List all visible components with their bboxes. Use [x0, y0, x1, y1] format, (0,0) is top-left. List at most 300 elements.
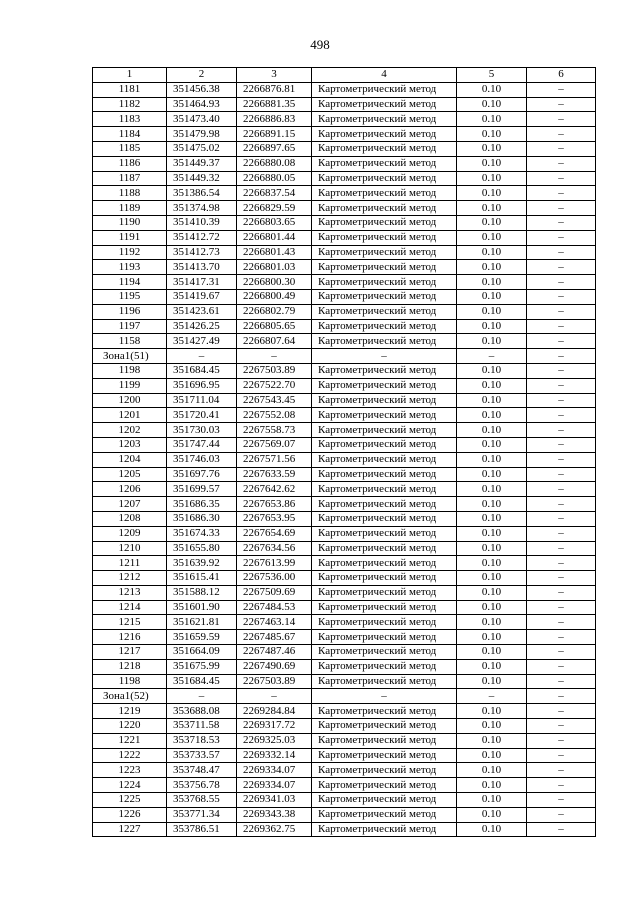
x-coordinate-cell: 351655.80	[167, 541, 237, 556]
point-number-cell: 1198	[93, 674, 167, 689]
point-number-cell: 1190	[93, 215, 167, 230]
accuracy-cell: 0.10	[457, 452, 527, 467]
method-cell: Картометрический метод	[312, 363, 457, 378]
point-number-cell: 1187	[93, 171, 167, 186]
point-number-cell: 1197	[93, 319, 167, 334]
method-cell: Картометрический метод	[312, 423, 457, 438]
accuracy-cell: 0.10	[457, 733, 527, 748]
point-number-cell: 1208	[93, 511, 167, 526]
method-cell: Картометрический метод	[312, 615, 457, 630]
table-row	[93, 511, 596, 526]
method-cell: Картометрический метод	[312, 378, 457, 393]
point-number-cell: 1184	[93, 127, 167, 142]
method-cell: Картометрический метод	[312, 526, 457, 541]
method-cell: Картометрический метод	[312, 127, 457, 142]
point-number-cell: 1218	[93, 659, 167, 674]
point-number-cell: 1203	[93, 437, 167, 452]
remark-cell: –	[527, 615, 596, 630]
method-cell: Картометрический метод	[312, 171, 457, 186]
method-cell: Картометрический метод	[312, 186, 457, 201]
y-coordinate-cell: 2266897.65	[237, 141, 312, 156]
y-coordinate-cell: –	[237, 689, 312, 704]
accuracy-cell: 0.10	[457, 571, 527, 586]
x-coordinate-cell: 351410.39	[167, 215, 237, 230]
remark-cell: –	[527, 408, 596, 423]
x-coordinate-cell: 351639.92	[167, 556, 237, 571]
accuracy-cell: 0.10	[457, 393, 527, 408]
point-number-cell: 1209	[93, 526, 167, 541]
point-number-cell: 1181	[93, 82, 167, 97]
table-row	[93, 571, 596, 586]
remark-cell: –	[527, 763, 596, 778]
y-coordinate-cell: 2269343.38	[237, 807, 312, 822]
y-coordinate-cell: 2267490.69	[237, 659, 312, 674]
x-coordinate-cell: 351684.45	[167, 363, 237, 378]
method-cell: Картометрический метод	[312, 97, 457, 112]
method-cell: Картометрический метод	[312, 437, 457, 452]
method-cell: Картометрический метод	[312, 156, 457, 171]
point-number-cell: 1191	[93, 230, 167, 245]
x-coordinate-cell: 351686.30	[167, 511, 237, 526]
y-coordinate-cell: 2267503.89	[237, 674, 312, 689]
method-cell: Картометрический метод	[312, 630, 457, 645]
x-coordinate-cell: 351720.41	[167, 408, 237, 423]
x-coordinate-cell: 351423.61	[167, 304, 237, 319]
method-cell: Картометрический метод	[312, 748, 457, 763]
page-number: 498	[310, 37, 330, 52]
y-coordinate-cell: 2267634.56	[237, 541, 312, 556]
y-coordinate-cell: 2269334.07	[237, 778, 312, 793]
accuracy-cell: 0.10	[457, 748, 527, 763]
x-coordinate-cell: 353733.57	[167, 748, 237, 763]
column-header: 2	[167, 68, 237, 83]
table-row	[93, 793, 596, 808]
table-row	[93, 334, 596, 349]
x-coordinate-cell: 351475.02	[167, 141, 237, 156]
accuracy-cell: 0.10	[457, 186, 527, 201]
x-coordinate-cell: 353718.53	[167, 733, 237, 748]
y-coordinate-cell: –	[237, 349, 312, 364]
y-coordinate-cell: 2267522.70	[237, 378, 312, 393]
remark-cell: –	[527, 541, 596, 556]
accuracy-cell: 0.10	[457, 230, 527, 245]
y-coordinate-cell: 2269332.14	[237, 748, 312, 763]
y-coordinate-cell: 2266800.30	[237, 275, 312, 290]
remark-cell: –	[527, 793, 596, 808]
y-coordinate-cell: 2267485.67	[237, 630, 312, 645]
accuracy-cell: 0.10	[457, 437, 527, 452]
point-number-cell: 1215	[93, 615, 167, 630]
method-cell: Картометрический метод	[312, 82, 457, 97]
remark-cell: –	[527, 719, 596, 734]
table-row	[93, 275, 596, 290]
y-coordinate-cell: 2267463.14	[237, 615, 312, 630]
x-coordinate-cell: 351449.37	[167, 156, 237, 171]
remark-cell: –	[527, 674, 596, 689]
table-row	[93, 822, 596, 837]
remark-cell: –	[527, 482, 596, 497]
table-row	[93, 704, 596, 719]
method-cell: –	[312, 689, 457, 704]
table-row	[93, 186, 596, 201]
x-coordinate-cell: 351588.12	[167, 585, 237, 600]
accuracy-cell: 0.10	[457, 201, 527, 216]
method-cell: Картометрический метод	[312, 719, 457, 734]
accuracy-cell: 0.10	[457, 556, 527, 571]
accuracy-cell: 0.10	[457, 141, 527, 156]
accuracy-cell: 0.10	[457, 807, 527, 822]
y-coordinate-cell: 2267653.86	[237, 497, 312, 512]
method-cell: Картометрический метод	[312, 674, 457, 689]
x-coordinate-cell: 351659.59	[167, 630, 237, 645]
table-row	[93, 393, 596, 408]
x-coordinate-cell: 353748.47	[167, 763, 237, 778]
method-cell: Картометрический метод	[312, 289, 457, 304]
x-coordinate-cell: 351684.45	[167, 674, 237, 689]
method-cell: Картометрический метод	[312, 260, 457, 275]
accuracy-cell: 0.10	[457, 674, 527, 689]
point-number-cell: 1198	[93, 363, 167, 378]
remark-cell: –	[527, 807, 596, 822]
point-number-cell: 1193	[93, 260, 167, 275]
method-cell: Картометрический метод	[312, 497, 457, 512]
point-number-cell: 1195	[93, 289, 167, 304]
column-header: 3	[237, 68, 312, 83]
y-coordinate-cell: 2269334.07	[237, 763, 312, 778]
point-number-cell: 1212	[93, 571, 167, 586]
point-number-cell: 1204	[93, 452, 167, 467]
accuracy-cell: 0.10	[457, 260, 527, 275]
accuracy-cell: 0.10	[457, 363, 527, 378]
point-number-cell: 1202	[93, 423, 167, 438]
accuracy-cell: 0.10	[457, 497, 527, 512]
x-coordinate-cell: 351386.54	[167, 186, 237, 201]
point-number-cell: 1224	[93, 778, 167, 793]
point-number-cell: 1225	[93, 793, 167, 808]
remark-cell: –	[527, 186, 596, 201]
table-row	[93, 408, 596, 423]
remark-cell: –	[527, 748, 596, 763]
x-coordinate-cell: 351699.57	[167, 482, 237, 497]
accuracy-cell: 0.10	[457, 467, 527, 482]
accuracy-cell: 0.10	[457, 541, 527, 556]
y-coordinate-cell: 2269284.84	[237, 704, 312, 719]
method-cell: Картометрический метод	[312, 571, 457, 586]
point-number-cell: 1220	[93, 719, 167, 734]
table-row	[93, 127, 596, 142]
x-coordinate-cell: –	[167, 349, 237, 364]
method-cell: –	[312, 349, 457, 364]
method-cell: Картометрический метод	[312, 822, 457, 837]
method-cell: Картометрический метод	[312, 201, 457, 216]
method-cell: Картометрический метод	[312, 319, 457, 334]
x-coordinate-cell: 353768.55	[167, 793, 237, 808]
x-coordinate-cell: 351697.76	[167, 467, 237, 482]
remark-cell: –	[527, 334, 596, 349]
method-cell: Картометрический метод	[312, 733, 457, 748]
accuracy-cell: 0.10	[457, 112, 527, 127]
x-coordinate-cell: 353771.34	[167, 807, 237, 822]
accuracy-cell: 0.10	[457, 778, 527, 793]
accuracy-cell: 0.10	[457, 97, 527, 112]
y-coordinate-cell: 2266829.59	[237, 201, 312, 216]
table-row	[93, 141, 596, 156]
table-row	[93, 215, 596, 230]
y-coordinate-cell: 2267503.89	[237, 363, 312, 378]
x-coordinate-cell: 351675.99	[167, 659, 237, 674]
table-row	[93, 748, 596, 763]
remark-cell: –	[527, 704, 596, 719]
accuracy-cell: 0.10	[457, 585, 527, 600]
accuracy-cell: 0.10	[457, 822, 527, 837]
x-coordinate-cell: 351730.03	[167, 423, 237, 438]
x-coordinate-cell: 351412.72	[167, 230, 237, 245]
accuracy-cell: 0.10	[457, 793, 527, 808]
x-coordinate-cell: 351417.31	[167, 275, 237, 290]
method-cell: Картометрический метод	[312, 230, 457, 245]
y-coordinate-cell: 2266880.08	[237, 156, 312, 171]
remark-cell: –	[527, 437, 596, 452]
method-cell: Картометрический метод	[312, 763, 457, 778]
remark-cell: –	[527, 511, 596, 526]
accuracy-cell: 0.10	[457, 423, 527, 438]
y-coordinate-cell: 2267571.56	[237, 452, 312, 467]
method-cell: Картометрический метод	[312, 467, 457, 482]
y-coordinate-cell: 2266802.79	[237, 304, 312, 319]
y-coordinate-cell: 2266886.83	[237, 112, 312, 127]
y-coordinate-cell: 2267642.62	[237, 482, 312, 497]
table-row	[93, 541, 596, 556]
method-cell: Картометрический метод	[312, 393, 457, 408]
remark-cell: –	[527, 363, 596, 378]
coordinates-table	[92, 67, 596, 837]
remark-cell: –	[527, 304, 596, 319]
x-coordinate-cell: 351479.98	[167, 127, 237, 142]
point-number-cell: 1200	[93, 393, 167, 408]
table-row	[93, 467, 596, 482]
method-cell: Картометрический метод	[312, 334, 457, 349]
accuracy-cell: 0.10	[457, 289, 527, 304]
y-coordinate-cell: 2267613.99	[237, 556, 312, 571]
remark-cell: –	[527, 778, 596, 793]
point-number-cell: Зона1(52)	[93, 689, 167, 704]
accuracy-cell: 0.10	[457, 511, 527, 526]
remark-cell: –	[527, 319, 596, 334]
point-number-cell: 1183	[93, 112, 167, 127]
remark-cell: –	[527, 423, 596, 438]
accuracy-cell: 0.10	[457, 615, 527, 630]
table-row	[93, 674, 596, 689]
method-cell: Картометрический метод	[312, 215, 457, 230]
x-coordinate-cell: 351449.32	[167, 171, 237, 186]
table-row	[93, 659, 596, 674]
point-number-cell: 1221	[93, 733, 167, 748]
remark-cell: –	[527, 171, 596, 186]
y-coordinate-cell: 2267484.53	[237, 600, 312, 615]
table-row	[93, 230, 596, 245]
method-cell: Картометрический метод	[312, 704, 457, 719]
accuracy-cell: 0.10	[457, 82, 527, 97]
x-coordinate-cell: 351621.81	[167, 615, 237, 630]
remark-cell: –	[527, 689, 596, 704]
point-number-cell: 1196	[93, 304, 167, 319]
method-cell: Картометрический метод	[312, 245, 457, 260]
point-number-cell: 1189	[93, 201, 167, 216]
y-coordinate-cell: 2269341.03	[237, 793, 312, 808]
y-coordinate-cell: 2266801.03	[237, 260, 312, 275]
y-coordinate-cell: 2266803.65	[237, 215, 312, 230]
table-row	[93, 733, 596, 748]
y-coordinate-cell: 2267536.00	[237, 571, 312, 586]
x-coordinate-cell: 351674.33	[167, 526, 237, 541]
y-coordinate-cell: 2267558.73	[237, 423, 312, 438]
remark-cell: –	[527, 289, 596, 304]
point-number-cell: 1210	[93, 541, 167, 556]
table-row	[93, 807, 596, 822]
method-cell: Картометрический метод	[312, 482, 457, 497]
x-coordinate-cell: 353786.51	[167, 822, 237, 837]
point-number-cell: 1223	[93, 763, 167, 778]
y-coordinate-cell: 2267569.07	[237, 437, 312, 452]
y-coordinate-cell: 2269325.03	[237, 733, 312, 748]
point-number-cell: 1207	[93, 497, 167, 512]
y-coordinate-cell: 2266880.05	[237, 171, 312, 186]
table-row	[93, 778, 596, 793]
table-row	[93, 497, 596, 512]
column-header: 6	[527, 68, 596, 83]
y-coordinate-cell: 2267653.95	[237, 511, 312, 526]
point-number-cell: 1158	[93, 334, 167, 349]
accuracy-cell: 0.10	[457, 156, 527, 171]
accuracy-cell: 0.10	[457, 719, 527, 734]
remark-cell: –	[527, 822, 596, 837]
remark-cell: –	[527, 467, 596, 482]
remark-cell: –	[527, 156, 596, 171]
remark-cell: –	[527, 497, 596, 512]
x-coordinate-cell: 351746.03	[167, 452, 237, 467]
remark-cell: –	[527, 245, 596, 260]
table-body	[93, 82, 596, 837]
table-row	[93, 556, 596, 571]
x-coordinate-cell: 351427.49	[167, 334, 237, 349]
method-cell: Картометрический метод	[312, 659, 457, 674]
point-number-cell: 1182	[93, 97, 167, 112]
x-coordinate-cell: 351412.73	[167, 245, 237, 260]
remark-cell: –	[527, 585, 596, 600]
x-coordinate-cell: 351711.04	[167, 393, 237, 408]
remark-cell: –	[527, 452, 596, 467]
y-coordinate-cell: 2267633.59	[237, 467, 312, 482]
x-coordinate-cell: 351426.25	[167, 319, 237, 334]
x-coordinate-cell: 351413.70	[167, 260, 237, 275]
y-coordinate-cell: 2266891.15	[237, 127, 312, 142]
accuracy-cell: 0.10	[457, 482, 527, 497]
method-cell: Картометрический метод	[312, 793, 457, 808]
y-coordinate-cell: 2269317.72	[237, 719, 312, 734]
remark-cell: –	[527, 556, 596, 571]
accuracy-cell: 0.10	[457, 763, 527, 778]
zone-row	[93, 349, 596, 364]
accuracy-cell: 0.10	[457, 600, 527, 615]
y-coordinate-cell: 2266805.65	[237, 319, 312, 334]
table-header-row	[93, 68, 596, 83]
y-coordinate-cell: 2267552.08	[237, 408, 312, 423]
accuracy-cell: 0.10	[457, 704, 527, 719]
accuracy-cell: 0.10	[457, 659, 527, 674]
y-coordinate-cell: 2266807.64	[237, 334, 312, 349]
table-row	[93, 97, 596, 112]
point-number-cell: 1194	[93, 275, 167, 290]
accuracy-cell: 0.10	[457, 319, 527, 334]
remark-cell: –	[527, 260, 596, 275]
y-coordinate-cell: 2266881.35	[237, 97, 312, 112]
point-number-cell: Зона1(51)	[93, 349, 167, 364]
accuracy-cell: 0.10	[457, 171, 527, 186]
x-coordinate-cell: 351464.93	[167, 97, 237, 112]
table-row	[93, 245, 596, 260]
table-row	[93, 423, 596, 438]
remark-cell: –	[527, 215, 596, 230]
accuracy-cell: 0.10	[457, 127, 527, 142]
accuracy-cell: –	[457, 349, 527, 364]
table-row	[93, 585, 596, 600]
x-coordinate-cell: 351601.90	[167, 600, 237, 615]
table-row	[93, 645, 596, 660]
table-row	[93, 82, 596, 97]
x-coordinate-cell: 351473.40	[167, 112, 237, 127]
table-row	[93, 289, 596, 304]
table-row	[93, 260, 596, 275]
method-cell: Картометрический метод	[312, 556, 457, 571]
table-row	[93, 526, 596, 541]
y-coordinate-cell: 2266800.49	[237, 289, 312, 304]
table-row	[93, 378, 596, 393]
zone-row	[93, 689, 596, 704]
y-coordinate-cell: 2267543.45	[237, 393, 312, 408]
method-cell: Картометрический метод	[312, 452, 457, 467]
table-row	[93, 600, 596, 615]
table-row	[93, 156, 596, 171]
table-row	[93, 482, 596, 497]
table-row	[93, 319, 596, 334]
method-cell: Картометрический метод	[312, 585, 457, 600]
x-coordinate-cell: 353688.08	[167, 704, 237, 719]
method-cell: Картометрический метод	[312, 778, 457, 793]
accuracy-cell: 0.10	[457, 275, 527, 290]
y-coordinate-cell: 2266801.44	[237, 230, 312, 245]
table-row	[93, 201, 596, 216]
point-number-cell: 1188	[93, 186, 167, 201]
accuracy-cell: 0.10	[457, 215, 527, 230]
table-row	[93, 437, 596, 452]
point-number-cell: 1214	[93, 600, 167, 615]
y-coordinate-cell: 2267487.46	[237, 645, 312, 660]
point-number-cell: 1219	[93, 704, 167, 719]
remark-cell: –	[527, 141, 596, 156]
method-cell: Картометрический метод	[312, 511, 457, 526]
y-coordinate-cell: 2266801.43	[237, 245, 312, 260]
method-cell: Картометрический метод	[312, 141, 457, 156]
remark-cell: –	[527, 659, 596, 674]
method-cell: Картометрический метод	[312, 275, 457, 290]
point-number-cell: 1213	[93, 585, 167, 600]
method-cell: Картометрический метод	[312, 541, 457, 556]
remark-cell: –	[527, 275, 596, 290]
accuracy-cell: 0.10	[457, 645, 527, 660]
x-coordinate-cell: 351664.09	[167, 645, 237, 660]
remark-cell: –	[527, 571, 596, 586]
column-header: 5	[457, 68, 527, 83]
